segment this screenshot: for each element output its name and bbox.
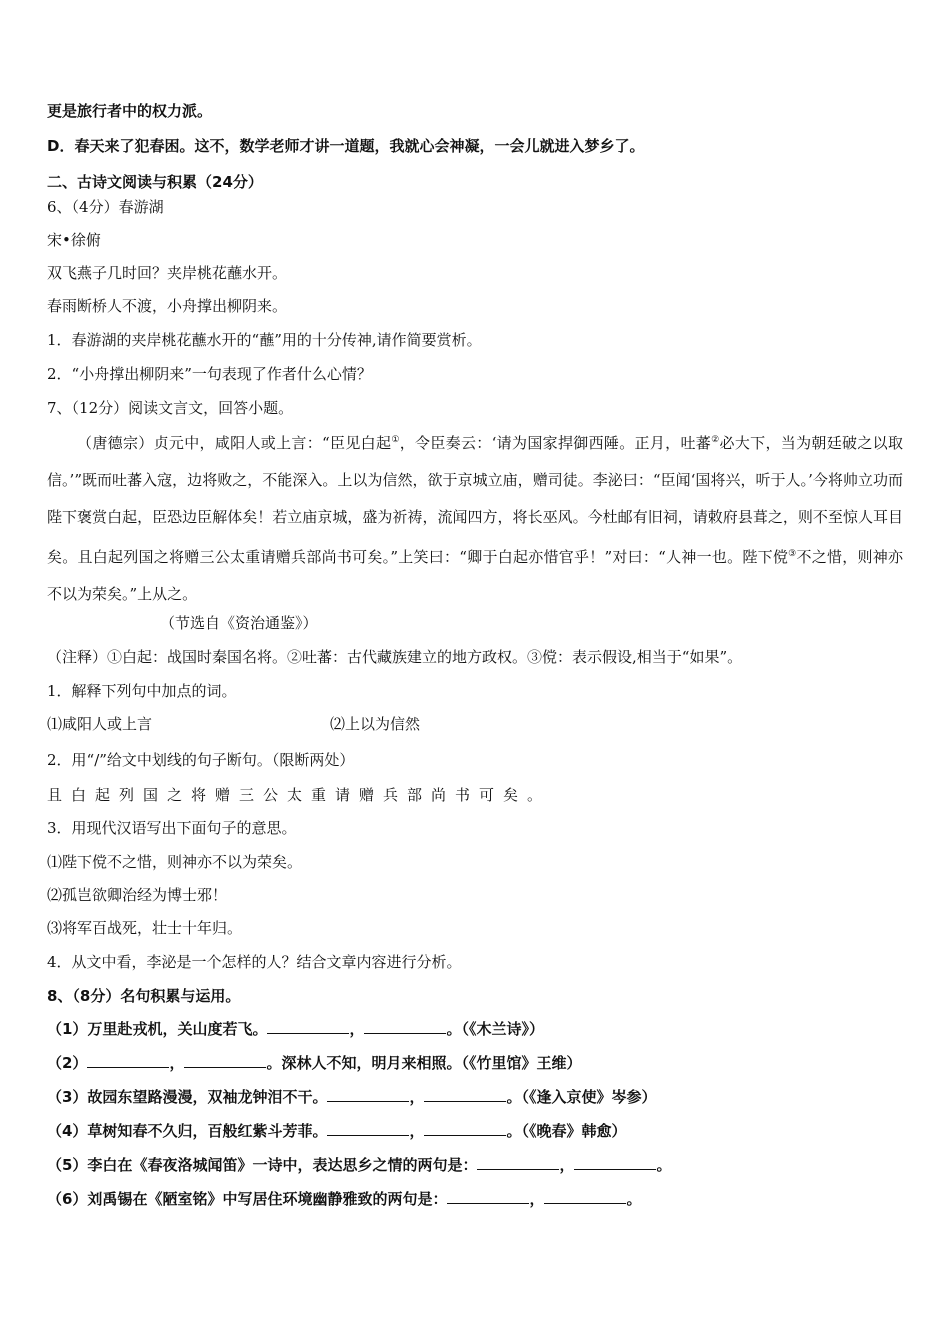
q8-item-1-tail: 。（《木兰诗》）: [446, 1020, 544, 1038]
q8-item-6: [47, 1189, 641, 1209]
q7-sub-3c: ⑶将军百战死，壮士十年归。: [47, 919, 243, 937]
q8-item-1: [47, 1019, 544, 1039]
note-ref-2: ②: [711, 435, 720, 445]
answer-blank[interactable]: [87, 1053, 169, 1068]
answer-blank[interactable]: [477, 1155, 559, 1170]
q7-sub-4: 4．从文中看，李泌是一个怎样的人？结合文章内容进行分析。: [47, 953, 462, 971]
q7-sub-1b: ⑵上以为信然: [330, 715, 421, 733]
q8-item-3: [47, 1087, 656, 1107]
q6-sub-1: 1．春游湖的夹岸桃花蘸水开的“蘸”用的十分传神,请作简要赏析。: [47, 331, 482, 349]
passage-part-a: （唐德宗）贞元中，咸阳人或上言：“臣见白起: [77, 434, 392, 452]
answer-blank[interactable]: [544, 1189, 626, 1204]
passage-part-d: 不之惜，则神亦不以为荣矣。”上从之。: [47, 548, 903, 603]
q8-item-4-text: （4）草树知春不久归，百般红紫斗芳菲。: [47, 1122, 328, 1140]
q7-sub-1a: ⑴咸阳人或上言: [47, 715, 153, 733]
answer-blank[interactable]: [327, 1121, 409, 1136]
top-line-1: 更是旅行者中的权力派。: [47, 102, 213, 120]
q7-sub-2: 2．用“/”给文中划线的句子断句。（限断两处）: [47, 751, 355, 769]
answer-blank[interactable]: [184, 1053, 266, 1068]
answer-blank[interactable]: [424, 1121, 506, 1136]
comma: ，: [349, 1020, 365, 1038]
q7-heading: 7、（12分）阅读文言文，回答小题。: [47, 399, 294, 417]
q7-sub-1-items: [47, 714, 421, 734]
period: 。: [656, 1156, 672, 1174]
q7-sub-3: 3．用现代汉语写出下面句子的意思。: [47, 819, 297, 837]
q8-heading: 8、（8分）名句积累与运用。: [47, 987, 241, 1005]
q6-heading: 6、（4分）春游湖: [47, 198, 164, 216]
answer-blank[interactable]: [327, 1087, 409, 1102]
q7-sub-2-text: 且白起列国之将赠三公太重请赠兵部尚书可矣。: [47, 786, 552, 804]
q8-item-6-text: （6）刘禹锡在《陋室铭》中写居住环境幽静雅致的两句是：: [47, 1190, 448, 1208]
q8-item-5-text: （5）李白在《春夜洛城闻笛》一诗中，表达思乡之情的两句是：: [47, 1156, 478, 1174]
note-ref-3: ③: [788, 549, 797, 559]
passage-part-b: ，令臣奏云：‘请为国家捍御西陲。正月，吐蕃: [399, 434, 712, 452]
comma: ，: [409, 1122, 425, 1140]
comma: ，: [529, 1190, 545, 1208]
section2-title: 二、古诗文阅读与积累（24分）: [47, 173, 263, 191]
q8-item-5: [47, 1155, 671, 1175]
answer-blank[interactable]: [267, 1019, 349, 1034]
comma: ，: [559, 1156, 575, 1174]
q6-author: 宋•徐俯: [47, 231, 101, 249]
q7-notes: （注释）①白起：战国时秦国名将。②吐蕃：古代藏族建立的地方政权。③傥：表示假设,相当于“如果”。: [47, 648, 743, 666]
q8-item-4: [47, 1121, 626, 1141]
comma: ，: [409, 1088, 425, 1106]
q6-sub-2: 2．“小舟撑出柳阴来”一句表现了作者什么心情？: [47, 365, 372, 383]
q8-item-4-tail: 。（《晚春》韩愈）: [506, 1122, 627, 1140]
comma: ，: [169, 1054, 185, 1072]
q8-item-3-text: （3）故园东望路漫漫，双袖龙钟泪不干。: [47, 1088, 328, 1106]
q8-item-2-text: （2）: [47, 1054, 88, 1072]
top-line-option-d: D．春天来了犯春困。这不，数学老师才讲一道题，我就心会神凝，一会儿就进入梦乡了。: [47, 137, 645, 155]
period: 。: [626, 1190, 642, 1208]
q8-item-1-text: （1）万里赴戎机，关山度若飞。: [47, 1020, 268, 1038]
answer-blank[interactable]: [447, 1189, 529, 1204]
answer-blank[interactable]: [424, 1087, 506, 1102]
q7-sub-3b: ⑵孤岂欲卿治经为博士邪！: [47, 886, 228, 904]
q8-item-2: [47, 1053, 581, 1073]
answer-blank[interactable]: [364, 1019, 446, 1034]
q8-item-3-tail: 。（《逢入京使》岑参）: [506, 1088, 657, 1106]
passage-part-c: 必大下，当为朝廷破之以取信。’”既而吐蕃入寇，边将败之，不能深入。上以为信然，欲于京城立庙，赠司徒。李泌曰：“臣闻‘国将兴，听于人。’今将帅立功而陛下褒赏白起，臣恐边臣解体矣！若立庙京城，盛为祈祷，流闻四方，将长巫风。今杜邮有旧祠，请敕府县葺之，则不至惊人耳目矣。且白起列国之将赠三公太重请赠兵部尚书可矣。”上笑曰：“卿于白起亦惜官乎！”对曰：“人神一也。陛下傥: [47, 434, 903, 566]
q6-poem-line-2: 春雨断桥人不渡，小舟撑出柳阴来。: [47, 297, 288, 315]
q7-sub-3a: ⑴陛下傥不之惜，则神亦不以为荣矣。: [47, 853, 303, 871]
q6-poem-line-1: 双飞燕子几时回？夹岸桃花蘸水开。: [47, 264, 288, 282]
note-ref-1: ①: [391, 435, 400, 445]
answer-blank[interactable]: [574, 1155, 656, 1170]
q7-passage: [47, 422, 903, 613]
q8-item-2-tail: 。深林人不知，明月来相照。（《竹里馆》王维）: [266, 1054, 582, 1072]
q7-source: （节选自《资治通鉴》）: [160, 614, 318, 632]
q7-sub-1: 1．解释下列句中加点的词。: [47, 682, 237, 700]
